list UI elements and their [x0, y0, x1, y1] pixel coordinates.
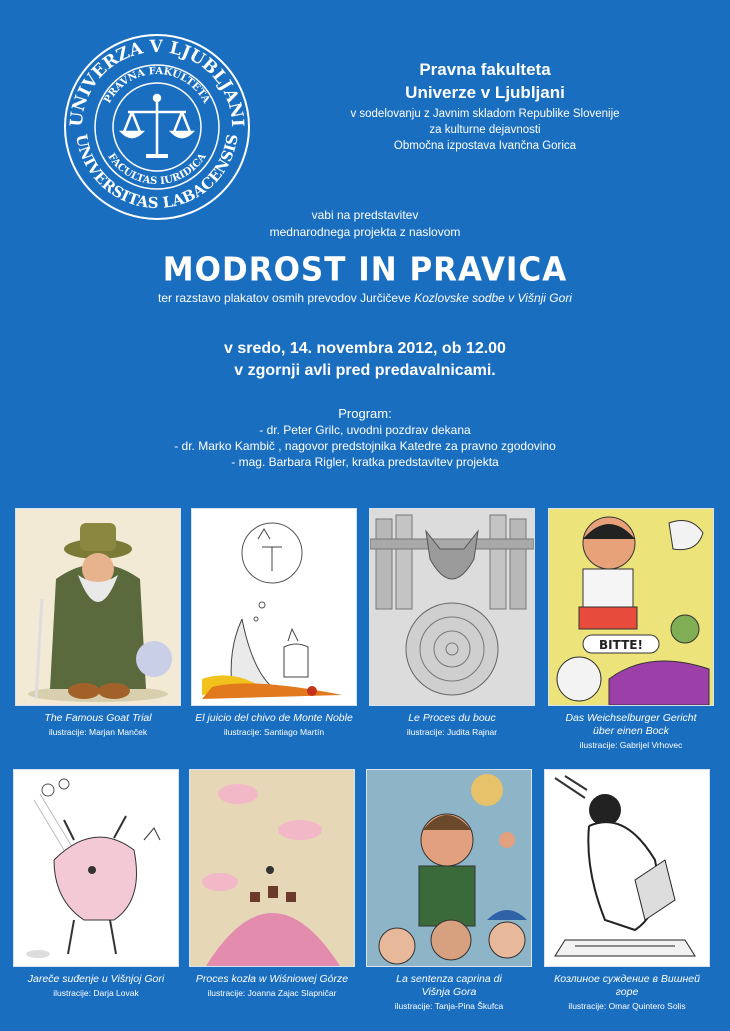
poster-card[interactable] — [544, 769, 710, 1012]
poster-image — [191, 508, 357, 706]
poster-credit: ilustracije: Darja Lovak — [53, 988, 139, 998]
poster-title-line2: Višnja Gora — [421, 986, 477, 998]
svg-text:PRAVNA FAKULTETA: PRAVNA FAKULTETA — [102, 65, 212, 106]
poster-card[interactable] — [13, 769, 179, 999]
svg-text:FACULTAS IURIDICA: FACULTAS IURIDICA — [105, 151, 209, 188]
program-list — [0, 406, 730, 470]
poster-title: Jareče suđenje u Višnjoj Gori — [27, 973, 165, 985]
poster-title: Le Proces du bouc — [408, 712, 496, 724]
poster-image — [548, 508, 714, 706]
program-item: - dr. Peter Grilc, uvodni pozdrav dekana — [259, 423, 471, 437]
poster-card[interactable] — [369, 508, 535, 738]
poster-image — [189, 769, 355, 967]
poster-card[interactable] — [548, 508, 714, 751]
university-seal-logo — [62, 32, 252, 222]
event-subtitle: ter razstavo plakatov osmih prevodov Jurčičeve Kozlovske sodbe v Višnji Gori — [158, 291, 572, 305]
poster-credit: ilustracije: Judita Rajnar — [406, 727, 498, 737]
poster-title: Das Weichselburger Gericht — [565, 712, 697, 724]
poster-title-line2: über einen Bock — [593, 725, 669, 737]
poster-credit: ilustracije: Marjan Manček — [48, 727, 148, 737]
poster-title: El juicio del chivo de Monte Noble — [195, 712, 353, 724]
poster-card[interactable] — [191, 508, 357, 738]
program-heading: Program: — [338, 406, 392, 421]
faculty-name: Pravna fakulteta — [419, 60, 551, 79]
bitte-speech-bubble: BITTE! — [599, 638, 643, 652]
poster-card[interactable] — [15, 508, 181, 738]
event-title: MODROST IN PRAVICA — [162, 251, 568, 289]
poster-title: La sentenza caprina di — [396, 973, 502, 985]
poster-image — [544, 769, 710, 967]
poster-card[interactable] — [189, 769, 355, 999]
poster-credit: ilustracije: Gabrijel Vrhovec — [579, 740, 683, 750]
scales-icon — [122, 95, 192, 156]
partner-line: v sodelovanju z Javnim skladom Republike Slovenije za kulturne dejavnosti Območna izpostava Ivančna Gorica — [350, 108, 620, 152]
poster-image — [13, 769, 179, 967]
poster-image — [15, 508, 181, 706]
poster-image — [366, 769, 532, 967]
poster-card[interactable] — [366, 769, 532, 1012]
poster-title: Козлиное суждение в Вишней горе — [554, 973, 700, 998]
poster-credit: ilustracije: Santiago Martín — [223, 727, 325, 737]
program-item: - dr. Marko Kambič , nagovor predstojnika Katedre za pravno zgodovino — [174, 439, 556, 453]
poster-credit: ilustracije: Omar Quintero Solis — [568, 1001, 686, 1011]
university-name: Univerze v Ljubljani — [405, 83, 565, 102]
poster-credit: ilustracije: Tanja-Pina Škufca — [394, 1001, 504, 1011]
svg-text:UNIVERZA V LJUBLJANI: UNIVERZA V LJUBLJANI — [66, 36, 248, 128]
svg-text:UNIVERSITAS LABACENSIS: UNIVERSITAS LABACENSIS — [72, 132, 242, 213]
poster-title: Proces kozła w Wiśniowej Górze — [195, 973, 349, 985]
program-item: - mag. Barbara Rigler, kratka predstavitev projekta — [231, 455, 499, 469]
poster-credit: ilustracije: Joanna Zajac Slapničar — [207, 988, 337, 998]
event-date-place: v sredo, 14. novembra 2012, ob 12.00 v zgornji avli pred predavalnicami. — [224, 340, 506, 379]
poster-image — [369, 508, 535, 706]
invite-text: vabi na predstavitev mednarodnega projekta z naslovom — [269, 208, 461, 239]
poster-title: The Famous Goat Trial — [44, 712, 152, 724]
organizer-block — [290, 58, 680, 154]
